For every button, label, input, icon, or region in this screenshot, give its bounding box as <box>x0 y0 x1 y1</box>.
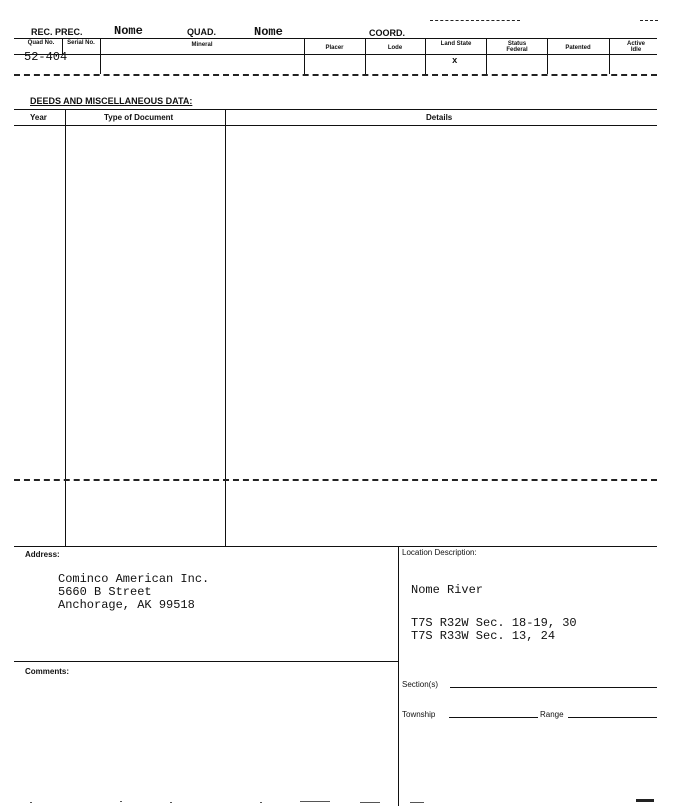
col-year: Year <box>30 113 47 122</box>
sep <box>486 38 487 74</box>
address-label: Address: <box>25 550 60 559</box>
coord-label: COORD. <box>369 28 405 38</box>
col-details: Details <box>426 113 453 122</box>
coord-dash-right <box>640 20 658 21</box>
sep <box>425 38 426 74</box>
scan-speck <box>636 799 654 802</box>
land-state-mark: x <box>452 56 458 66</box>
header-bottom-dash <box>14 74 657 76</box>
col-lode: Lode <box>387 45 403 51</box>
sep <box>365 38 366 74</box>
quad-serial-value: 52-404 <box>24 50 68 64</box>
quad-value: Nome <box>254 25 283 39</box>
township-field-line[interactable] <box>449 717 538 718</box>
col-placer: Placer <box>325 45 344 51</box>
address-line-1: Cominco American Inc. <box>58 572 210 586</box>
deeds-dashed-rule <box>14 479 657 481</box>
deeds-header-rule <box>14 125 657 126</box>
address-top-rule <box>14 546 657 547</box>
scan-speck <box>30 802 32 803</box>
address-location-divider <box>398 546 399 806</box>
range-field-line[interactable] <box>568 717 657 718</box>
col-type-of-document: Type of Document <box>104 113 174 122</box>
col-land-state: Land State <box>440 41 472 47</box>
sep <box>547 38 548 74</box>
sep <box>304 38 305 74</box>
col-patented: Patented <box>565 45 591 51</box>
location-line-2: T7S R33W Sec. 13, 24 <box>411 629 556 643</box>
header-top-rule <box>14 38 657 39</box>
col-status-federal: Status Federal <box>506 41 528 53</box>
scan-speck <box>300 801 330 802</box>
range-label: Range <box>540 710 564 719</box>
quad-label: QUAD. <box>187 27 216 37</box>
col-serial-no: Serial No. <box>67 40 95 46</box>
rec-prec-value: Nome <box>114 24 143 38</box>
sep <box>609 38 610 74</box>
scan-speck <box>410 802 424 803</box>
address-line-2: 5660 B Street <box>58 585 152 599</box>
deeds-top-rule <box>14 109 657 110</box>
township-label: Township <box>402 710 436 719</box>
scan-speck <box>360 802 380 803</box>
scan-speck <box>260 802 262 803</box>
sections-field-line[interactable] <box>450 687 657 688</box>
scan-speck <box>120 801 122 802</box>
location-label: Location Description: <box>402 548 477 557</box>
col-active-idle: Active Idle <box>626 41 645 53</box>
rec-prec-label: REC. PREC. <box>31 27 83 37</box>
comments-top-rule <box>14 661 398 662</box>
coord-dash <box>430 20 520 21</box>
col-quad-no: Quad No. <box>27 40 55 46</box>
col-mineral: Mineral <box>191 42 213 48</box>
comments-label: Comments: <box>25 667 70 676</box>
header-mid-rule <box>14 54 657 55</box>
sections-label: Section(s) <box>402 680 439 689</box>
address-line-3: Anchorage, AK 99518 <box>58 598 195 612</box>
scan-speck <box>170 802 172 803</box>
deeds-section-title: DEEDS AND MISCELLANEOUS DATA: <box>30 96 193 106</box>
location-line-1: T7S R32W Sec. 18-19, 30 <box>411 616 577 630</box>
location-place: Nome River <box>411 583 484 597</box>
